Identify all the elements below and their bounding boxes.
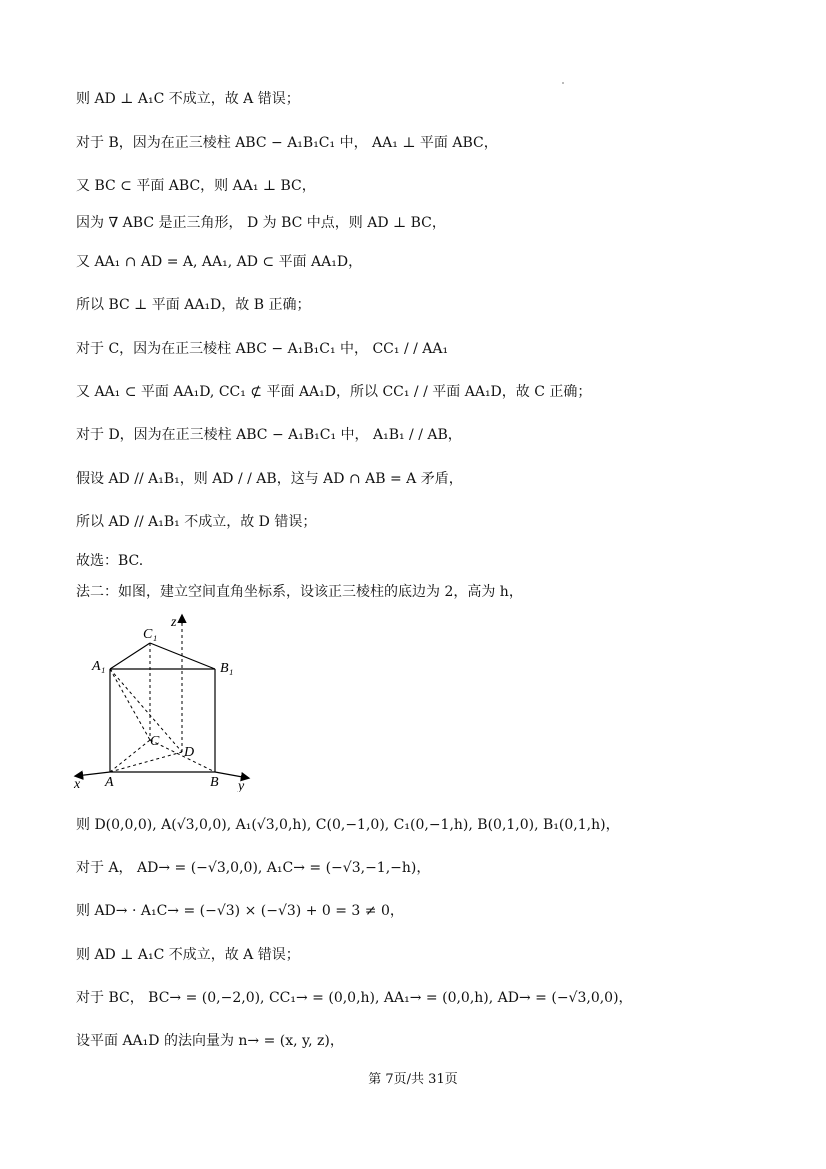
- text-line-3: 又 BC ⊂ 平面 ABC，则 AA₁ ⊥ BC，: [76, 178, 316, 194]
- edge-a1c1: [110, 643, 150, 669]
- label-c1: C₁: [143, 627, 158, 642]
- text-line-13: 法二：如图，建立空间直角坐标系，设该正三棱柱的底边为 2，高为 h，: [76, 584, 523, 600]
- text-line-10: 假设 AD // A₁B₁，则 AD / / AB，这与 AD ∩ AB = A 矛盾，: [76, 471, 463, 487]
- edge-ac: [110, 740, 150, 772]
- label-b: B: [210, 775, 219, 790]
- label-a: A: [105, 775, 114, 790]
- text-line-8: 又 AA₁ ⊂ 平面 AA₁D, CC₁ ⊄ 平面 AA₁D，所以 CC₁ / / 平面 AA₁D，故 C 正确；: [76, 384, 592, 400]
- text-line-11: 所以 AD // A₁B₁ 不成立，故 D 错误；: [76, 514, 317, 530]
- text-line-16: 则 AD→ · A₁C→ = (−√3) × (−√3) + 0 = 3 ≠ 0，: [76, 903, 404, 919]
- text-line-9: 对于 D，因为在正三棱柱 ABC − A₁B₁C₁ 中， A₁B₁ / / AB，: [76, 427, 462, 443]
- label-c: C: [150, 734, 160, 749]
- segment-a1c: [110, 669, 150, 740]
- text-line-15: 对于 A， AD→ = (−√3,0,0), A₁C→ = (−√3,−1,−h)，: [76, 860, 431, 876]
- prism-figure: [70, 612, 260, 792]
- prism-diagram: [70, 612, 260, 792]
- y-axis-arrow: [215, 772, 248, 778]
- label-a1: A₁: [92, 659, 106, 674]
- text-line-14: 则 D(0,0,0), A(√3,0,0), A₁(√3,0,h), C(0,−1,0), C₁(0,−1,h), B(0,1,0), B₁(0,1,h)，: [76, 817, 620, 833]
- text-line-1: 则 AD ⊥ A₁C 不成立，故 A 错误；: [76, 91, 300, 107]
- text-line-4: 因为 ∇ ABC 是正三角形， D 为 BC 中点，则 AD ⊥ BC，: [76, 215, 446, 231]
- label-x: x: [74, 777, 81, 792]
- text-line-18: 对于 BC， BC→ = (0,−2,0), CC₁→ = (0,0,h), AA₁→ = (0,0,h), AD→ = (−√3,0,0)，: [76, 990, 633, 1006]
- page-footer: 第 7页/共 31页: [368, 1072, 458, 1087]
- label-b1: B₁: [220, 661, 234, 676]
- label-d: D: [184, 745, 195, 760]
- text-line-7: 对于 C，因为在正三棱柱 ABC − A₁B₁C₁ 中， CC₁ / / AA₁: [76, 341, 449, 357]
- segment-a1d: [110, 669, 182, 752]
- text-line-12: 故选：BC.: [76, 553, 144, 569]
- label-y: y: [238, 779, 245, 792]
- text-line-5: 又 AA₁ ∩ AD = A, AA₁, AD ⊂ 平面 AA₁D，: [76, 254, 363, 270]
- text-line-19: 设平面 AA₁D 的法向量为 n→ = (x, y, z)，: [76, 1033, 344, 1049]
- text-line-17: 则 AD ⊥ A₁C 不成立，故 A 错误；: [76, 947, 300, 963]
- label-z: z: [171, 615, 177, 630]
- text-line-2: 对于 B，因为在正三棱柱 ABC − A₁B₁C₁ 中， AA₁ ⊥ 平面 ABC，: [76, 135, 498, 151]
- segment-ad: [110, 752, 182, 772]
- speck: [562, 82, 564, 84]
- text-line-6: 所以 BC ⊥ 平面 AA₁D，故 B 正确；: [76, 297, 311, 313]
